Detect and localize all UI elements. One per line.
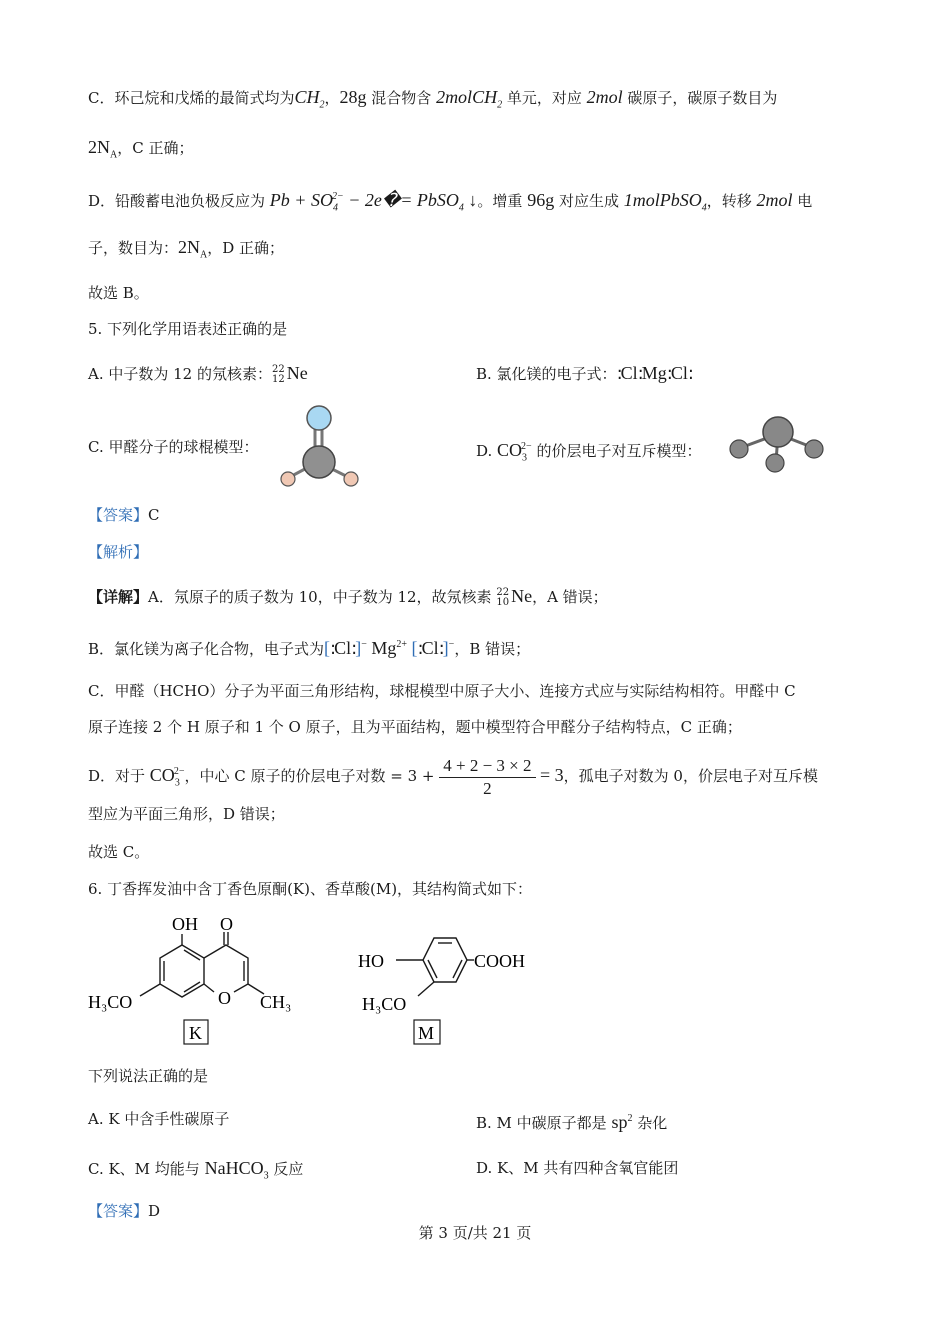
q6-answer-label: 【答案】	[88, 1202, 149, 1220]
q5-stem: 5. 下列化学用语表述正确的是	[88, 320, 288, 338]
k-ring-o-label: O	[218, 988, 231, 1008]
item-d-tail: ，D 正确；	[207, 239, 285, 257]
item-c-formula: $CH_2$	[294, 87, 325, 111]
q5-select: 故选 C。	[88, 843, 150, 861]
q5-detail-b-prefix: B．氯化镁为离子化合物，电子式为	[88, 640, 325, 658]
item-d-line2-prefix: 子，数目为：	[88, 239, 179, 257]
q6-answer-value: D	[148, 1202, 161, 1220]
q5-answer	[88, 504, 160, 526]
q5-option-d-formula: $CO_3^{2-}$	[497, 440, 532, 464]
k-oh-label: OH	[172, 914, 198, 934]
q6-option-c-tail: 反应	[268, 1160, 304, 1178]
item-d-prefix: D．铅酸蓄电池负极反应为	[88, 192, 270, 210]
q5-detail-d-formula: $CO_3^{2-}$	[149, 765, 185, 789]
item-d-text4: ，转移	[706, 192, 757, 210]
q5-detail-d-fraction: $\frac{4 + 2 - 3 \times 2}{2}$	[439, 755, 535, 800]
q6-option-c-formula: NaHCO$_3$	[204, 1158, 269, 1182]
q5-analysis-label: 【解析】	[88, 543, 149, 561]
item-c-line1	[88, 86, 777, 117]
item-d-mol: 1molPbSO$_4$	[623, 190, 707, 214]
oxygen-ball	[307, 406, 331, 430]
item-d-text2: 。增重	[477, 192, 528, 210]
item-c-tail: ，C 正确；	[117, 139, 194, 157]
q5-option-b-lewis: :Cl:Mg:Cl:	[616, 363, 692, 384]
item-d-line1	[88, 186, 812, 220]
q5-detail-d	[88, 748, 818, 808]
item-c-mass: 28g	[339, 87, 367, 107]
k-label: K	[189, 1023, 202, 1043]
q5-detail-label: 【详解】	[88, 588, 149, 606]
q5-option-a-symbol: Ne	[286, 363, 308, 383]
carbonate-vsepr-model	[726, 414, 826, 474]
item-d-mol2: 2mol	[756, 190, 793, 210]
m-ho-label: HO	[358, 951, 384, 971]
ligand-ball-right	[805, 440, 823, 458]
structure-m	[354, 928, 544, 1050]
item-c-text2: 混合物含	[366, 89, 437, 107]
q5-detail-d-tail: ，孤电子对数为 0，价层电子对互斥模	[563, 767, 818, 785]
q6-option-a: A. K 中含手性碳原子	[88, 1110, 230, 1128]
q5-option-b	[476, 362, 692, 385]
q5-option-d-prefix: D.	[476, 442, 498, 460]
item-c-text4: 碳原子，碳原子数目为	[622, 89, 778, 107]
q6-option-b	[476, 1108, 667, 1134]
item-d-text5: 电	[792, 192, 813, 210]
q5-answer-value: C	[148, 506, 160, 524]
q5-detail-a-isotope: 22 10	[496, 587, 510, 608]
q5-detail-a-symbol: Ne	[511, 586, 533, 606]
hydrogen-ball-right	[344, 472, 358, 486]
item-c-mol2: 2mol	[586, 87, 623, 107]
center-atom-ball	[763, 417, 793, 447]
q5-option-b-prefix: B. 氯化镁的电子式：	[476, 365, 617, 383]
q5-detail-d-prefix: D．对于	[88, 767, 150, 785]
k-carbonyl-o-label: O	[220, 914, 233, 934]
item-d-mass: 96g	[527, 190, 555, 210]
q5-option-a-prefix: A. 中子数为 12 的氖核素：	[88, 365, 272, 383]
hydrogen-ball-left	[281, 472, 295, 486]
structure-k	[84, 908, 304, 1048]
m-label: M	[418, 1023, 435, 1043]
m-cooh-label: COOH	[474, 951, 526, 971]
q6-option-b-sp2: $sp^2$	[611, 1112, 633, 1132]
q5-detail-d-line2: 型应为平面三角形，D 错误；	[88, 805, 285, 823]
q6-answer	[88, 1200, 160, 1222]
item-d-na: $2N_A$	[178, 237, 208, 261]
k-methyl-label: CH₃	[260, 992, 292, 1012]
ligand-ball-bottom	[766, 454, 784, 472]
q5-answer-label: 【答案】	[88, 506, 149, 524]
q6-option-b-prefix: B. M 中碳原子都是	[476, 1114, 612, 1132]
item-c-text3: 单元，对应	[502, 89, 587, 107]
item-c-comma: ，	[324, 89, 340, 107]
m-methoxy-label: H₃CO	[362, 994, 407, 1014]
q5-detail-a-text: A．氖原子的质子数为 10，中子数为 12，故氖核素	[148, 588, 497, 606]
q6-option-d: D. K、M 共有四种含氧官能团	[476, 1159, 679, 1177]
select-b: 故选 B。	[88, 284, 149, 302]
q5-option-a-isotope: 22 12	[272, 364, 285, 385]
item-d-text3: 对应生成	[554, 192, 624, 210]
q5-option-c: C. 甲醛分子的球棍模型：	[88, 438, 259, 456]
item-c-mol: 2molCH$_2$	[436, 87, 503, 111]
q6-stem: 6. 丁香挥发油中含丁香色原酮(K)、香草酸(M)，其结构简式如下：	[88, 880, 533, 898]
q5-option-d-text: 的价层电子对互斥模型：	[531, 442, 702, 460]
q5-detail-d-mid: ，中心 C 原子的价层电子对数 = 3 +	[184, 767, 440, 785]
item-c-prefix: C．环己烷和戊烯的最简式均为	[88, 89, 295, 107]
q6-option-c	[88, 1157, 303, 1188]
item-d-line2	[88, 236, 284, 267]
q5-detail-c2: 原子连接 2 个 H 原子和 1 个 O 原子，且为平面结构，题中模型符合甲醛分子结构特点，C 正确；	[88, 718, 742, 736]
q5-detail-b	[88, 634, 530, 660]
q5-detail-b-tail: ，B 错误；	[454, 640, 531, 658]
item-d-equation: $Pb + SO_4^{2-}$ − 2e�= PbSO$_4$ ↓	[269, 190, 478, 214]
q5-option-a	[88, 362, 308, 385]
formaldehyde-ball-stick-model	[272, 402, 368, 492]
q5-detail-d-eq: = 3	[535, 765, 564, 785]
q5-detail-a-tail: ，A 错误；	[532, 588, 608, 606]
q5-option-d	[476, 436, 701, 470]
q6-option-c-prefix: C. K、M 均能与	[88, 1160, 205, 1178]
carbon-ball	[303, 446, 335, 478]
q6-option-b-tail: 杂化	[632, 1114, 668, 1132]
q5-detail-a	[88, 585, 608, 608]
ligand-ball-left	[730, 440, 748, 458]
q5-detail-c1: C．甲醛（HCHO）分子为平面三角形结构，球棍模型中原子大小、连接方式应与实际结构相符。甲醛中 C	[88, 682, 796, 700]
q5-detail-b-lewis: [:Cl:]− $Mg^{2+}$ [:Cl:]−	[324, 638, 455, 659]
item-c-line2	[88, 136, 193, 167]
item-c-na: $2N_A$	[88, 137, 118, 161]
k-methoxy-label: H₃CO	[88, 992, 133, 1012]
q6-prompt: 下列说法正确的是	[88, 1067, 209, 1085]
page-footer: 第 3 页/共 21 页	[418, 1224, 532, 1242]
